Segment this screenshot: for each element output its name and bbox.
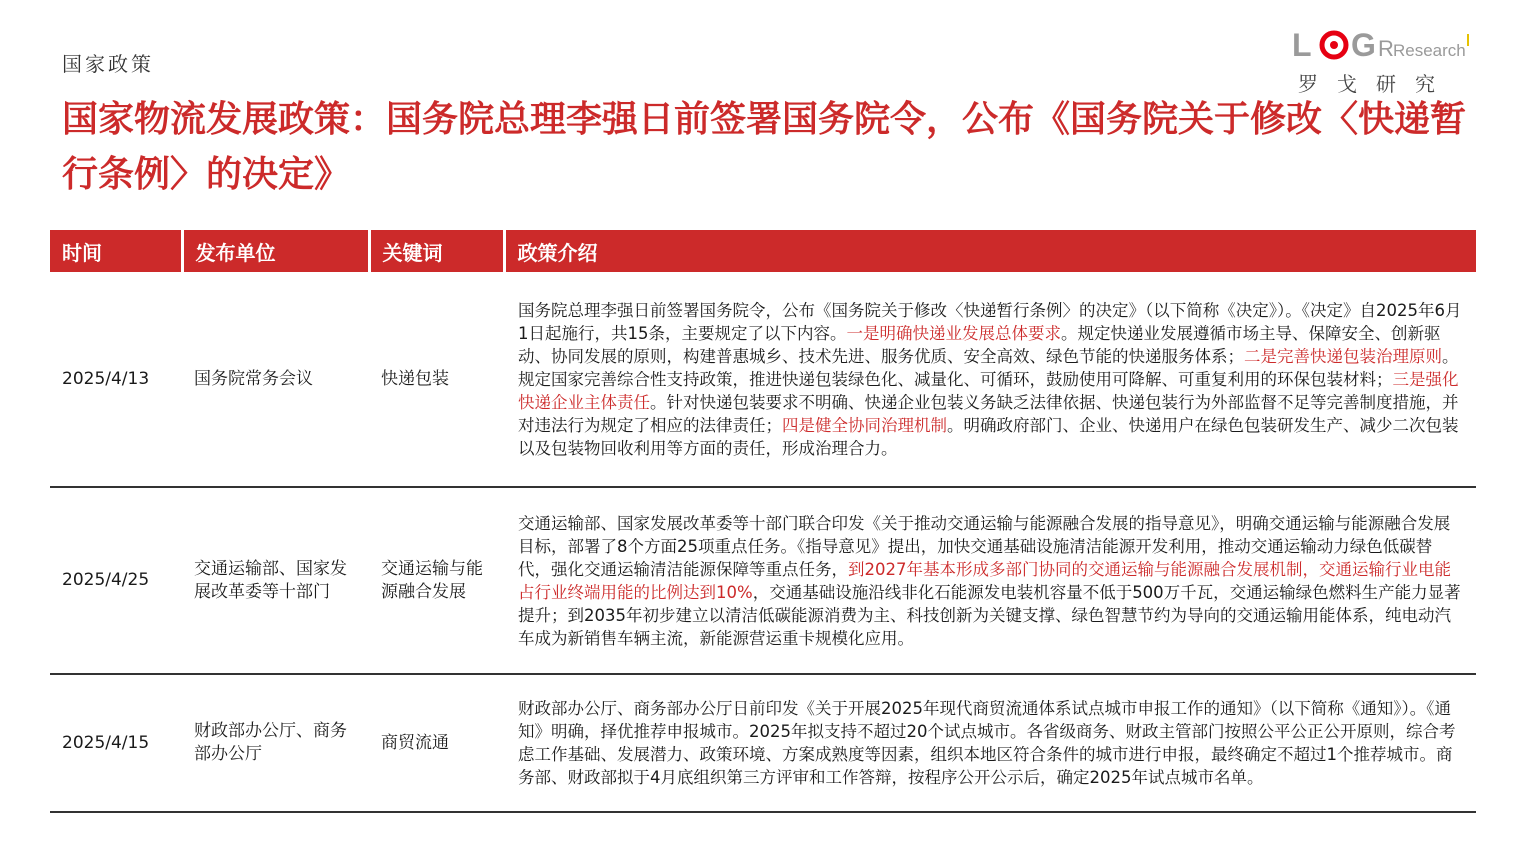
intro-text: 。规定国家完善综合性支持政策，推进快递包装绿色化、减量化、可循环，鼓励使用可降解、可重复利用的环保包装材料；: [518, 346, 1459, 389]
logo-chinese-name: 罗戈研究: [1298, 72, 1454, 96]
intro-text: 交通运输部、国家发展改革委等十部门联合印发《关于推动交通运输与能源融合发展的指导意见》，明确交通运输与能源融合发展目标，部署了8个方面25项重点任务。《指导意见》提出，加快交通基础设施清洁能源开发利用，推动交通运输动力绿色低碳替代，强化交通运输清洁能源保障等重点任务，: [518, 513, 1451, 579]
cell-issuer: 财政部办公厅、商务部办公厅: [182, 674, 369, 812]
logo-research: Research: [1393, 41, 1466, 60]
cell-intro: [504, 674, 1476, 812]
highlight-text: 一是明确快递业发展总体要求: [846, 323, 1061, 343]
cell-issuer: 交通运输部、国家发展改革委等十部门: [182, 487, 369, 674]
intro-text: 财政部办公厅、商务部办公厅日前印发《关于开展2025年现代商贸流通体系试点城市申报工作的通知》（以下简称《通知》）。《通知》明确，择优推荐申报城市。2025年拟支持不超过20个试点城市。各省级商务、财政主管部门按照公平公正公开原则，综合考虑工作基础、发展潜力、政策环境、方案成熟度等因素，组织本地区符合条件的城市进行申报，最终确定不超过1个推荐城市。商务部、财政部拟于4月底组织第三方评审和工作答辩，按程序公开公示后，确定2025年试点城市名单。: [518, 699, 1456, 787]
table-row: [50, 272, 1476, 487]
section-label: 国家政策: [62, 52, 154, 76]
highlight-text: 二是完善快递包装治理原则: [1244, 346, 1442, 366]
highlight-text: 三是强化快递企业主体责任: [518, 369, 1459, 412]
cell-date: 2025/4/13: [50, 272, 182, 487]
highlight-text: 到2027年基本形成多部门协同的交通运输与能源融合发展机制，交通运输行业电能占行业终端用能的比例达到10%: [518, 559, 1451, 602]
col-header-time: 时间: [50, 230, 182, 272]
intro-text: ，交通基础设施沿线非化石能源发电装机容量不低于500万千瓦，交通运输绿色燃料生产能力显著提升；到2035年初步建立以清洁低碳能源消费为主、科技创新为关键支撑、绿色智慧节约为导向的交通运输用能体系，纯电动汽车成为新销售车辆主流，新能源营运重卡规模化应用。: [518, 582, 1461, 648]
cell-intro: [504, 487, 1476, 674]
intro-text: 。规定快递业发展遵循市场主导、保障安全、创新驱动、协同发展的原则，构建普惠城乡、技术先进、服务优质、安全高效、绿色节能的快递服务体系；: [518, 323, 1441, 366]
logo-letter-g: G: [1351, 27, 1376, 63]
col-header-issuer: 发布单位: [182, 230, 369, 272]
cell-keyword: 交通运输与能源融合发展: [369, 487, 504, 674]
intro-text: 。明确政府部门、企业、快递用户在绿色包装研发生产、减少二次包装以及包装物回收利用等方面的责任，形成治理合力。: [518, 415, 1459, 458]
cell-date: 2025/4/15: [50, 674, 182, 812]
intro-text: 国务院总理李强日前签署国务院令，公布《国务院关于修改〈快递暂行条例〉的决定》（以下简称《决定》）。《决定》自2025年6月1日起施行，共15条，主要规定了以下内容。: [518, 300, 1462, 343]
logo-letter-r: R: [1378, 36, 1394, 61]
cell-intro: [504, 272, 1476, 487]
cell-date: 2025/4/25: [50, 487, 182, 674]
cell-keyword: 商贸流通: [369, 674, 504, 812]
col-header-keyword: 关键词: [369, 230, 504, 272]
logr-logo: [1290, 26, 1480, 96]
page-title: 国家物流发展政策：国务院总理李强日前签署国务院令，公布《国务院关于修改〈快递暂行条例〉的决定》: [62, 99, 1467, 195]
table-row: [50, 487, 1476, 674]
logo-o-dot: [1330, 41, 1338, 49]
logr-logo-mark: [1290, 26, 1480, 64]
cell-issuer: 国务院常务会议: [182, 272, 369, 487]
col-header-intro: 政策介绍: [504, 230, 1476, 272]
intro-text: 。针对快递包装要求不明确、快递企业包装义务缺乏法律依据、快递包装行为外部监督不足等完善制度措施，并对违法行为规定了相应的法律责任；: [518, 392, 1459, 435]
highlight-text: 四是健全协同治理机制: [782, 415, 947, 435]
policy-table: [50, 230, 1476, 813]
table-row: [50, 674, 1476, 812]
table-header-row: [50, 230, 1476, 272]
logo-letter-l: L: [1292, 27, 1312, 63]
cell-keyword: 快递包装: [369, 272, 504, 487]
